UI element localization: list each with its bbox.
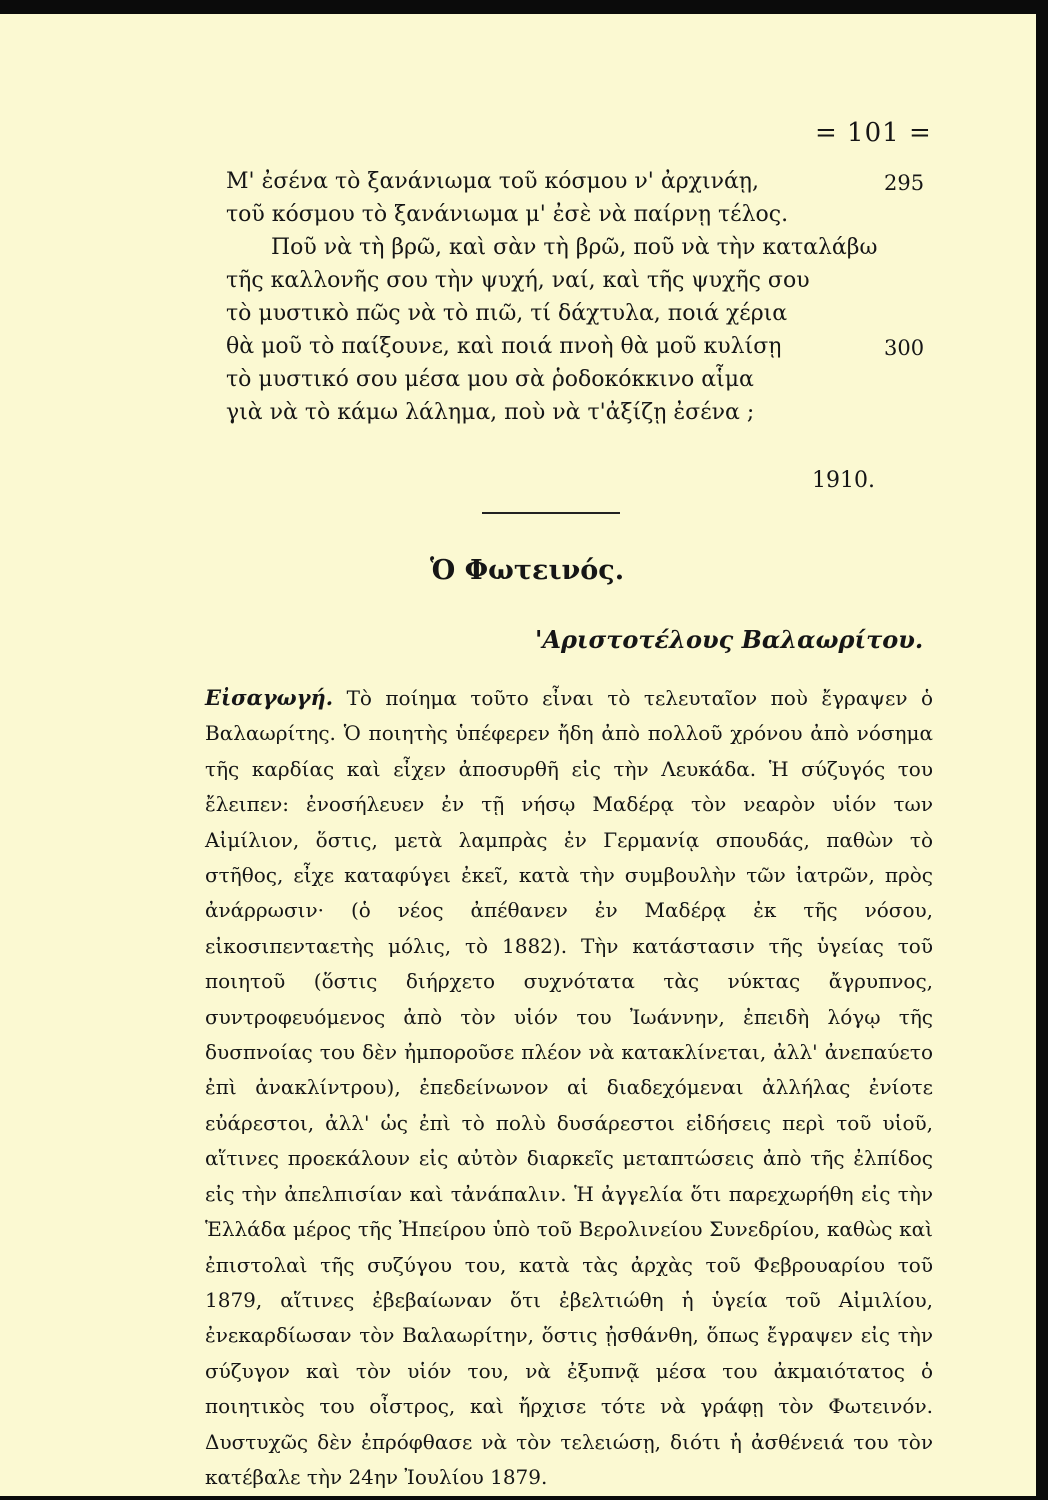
poem-line-text: τοῦ κόσμου τὸ ξανάνιωμα μ' ἐσὲ νὰ παίρνῃ τέλος. bbox=[226, 202, 789, 227]
poem-line bbox=[226, 264, 926, 297]
poem-line-text: Ποῦ νὰ τὴ βρῶ, καὶ σὰν τὴ βρῶ, ποῦ νὰ τὴν καταλάβω bbox=[271, 235, 878, 260]
poem-line bbox=[226, 363, 926, 396]
poem-line bbox=[226, 165, 926, 198]
poem-line bbox=[226, 198, 926, 231]
poem-line-text: τὸ μυστικὸ πῶς νὰ τὸ πιῶ, τί δάχτυλα, ποιά χέρια bbox=[226, 301, 788, 326]
poem-line-text: Μ' ἐσένα τὸ ξανάνιωμα τοῦ κόσμου ν' ἀρχινάῃ, bbox=[226, 169, 759, 194]
scan-right-border bbox=[1036, 0, 1048, 1500]
poem-line-text: γιὰ νὰ τὸ κάμω λάλημα, ποὺ νὰ τ'ἀξίζῃ ἐσένα ; bbox=[226, 400, 755, 425]
page-number: = 101 = bbox=[815, 118, 932, 148]
poem-line-text: τῆς καλλονῆς σου τὴν ψυχή, ναί, καὶ τῆς ψυχῆς σου bbox=[226, 268, 810, 293]
poem-block bbox=[226, 165, 926, 429]
section-author: 'Αριστοτέλους Βαλαωρίτου. bbox=[535, 625, 924, 654]
introduction-label: Εἰσαγωγή. bbox=[205, 685, 334, 710]
poem-line bbox=[226, 330, 926, 363]
poem-line bbox=[226, 396, 926, 429]
scan-top-border bbox=[0, 0, 1048, 14]
section-title: Ὁ Φωτεινός. bbox=[430, 555, 625, 586]
introduction-paragraph bbox=[205, 680, 933, 1495]
introduction-text: Τὸ ποίημα τοῦτο εἶναι τὸ τελευταῖον ποὺ ἔγραψεν ὁ Βαλαωρίτης. Ὁ ποιητὴς ὑπέφερεν ἤδη ἀπὸ πολλοῦ χρόνου ἀπὸ νόσημα τῆς καρδίας καὶ εἶχεν ἀποσυρθῆ εἰς τὴν Λευκάδα. Ἡ σύζυγός του ἔλειπεν: ἐνοσήλευεν ἐν τῇ νήσῳ Μαδέρᾳ τὸν νεαρὸν υἱόν των Αἰμίλιον, ὅστις, μετὰ λαμπρὰς ἐν Γερμανίᾳ σπουδάς, παθὼν τὸ στῆθος, εἶχε καταφύγει ἐκεῖ, κατὰ τὴν συμβουλὴν τῶν ἰατρῶν, πρὸς ἀνάρρωσιν· (ὁ νέος ἀπέθανεν ἐν Μαδέρᾳ ἐκ τῆς νόσου, εἰκοσιπενταετὴς μόλις, τὸ 1882). Τὴν κατάστασιν τῆς ὑγείας τοῦ ποιητοῦ (ὅστις διήρχετο συχνότατα τὰς νύκτας ἄγρυπνος, συντροφευόμενος ἀπὸ τὸν υἱόν του Ἰωάννην, ἐπειδὴ λόγῳ τῆς δυσπνοίας του δὲν ἠμποροῦσε πλέον νὰ κατακλίνεται, ἀλλ' ἀνεπαύετο ἐπὶ ἀνακλίντρου), ἐπεδείνωνον αἱ διαδεχόμεναι ἀλλήλας ἐνίοτε εὐάρεστοι, ἀλλ' ὡς ἐπὶ τὸ πολὺ δυσάρεστοι εἰδήσεις περὶ τοῦ υἱοῦ, αἵτινες προεκάλουν εἰς αὐτὸν διαρκεῖς μεταπτώσεις ἀπὸ τῆς ἐλπίδος εἰς τὴν ἀπελπισίαν καὶ τἀνάπαλιν. Ἡ ἀγγελία ὅτι παρεχωρήθη εἰς τὴν Ἑλλάδα μέρος τῆς Ἠπείρου ὑπὸ τοῦ Βερολινείου Συνεδρίου, καθὼς καὶ ἐπιστολαὶ τῆς συζύγου του, κατὰ τὰς ἀρχὰς τοῦ Φεβρουαρίου τοῦ 1879, αἵτινες ἐβεβαίωναν ὅτι ἐβελτιώθη ἡ ὑγεία τοῦ Αἰμιλίου, ἐνεκαρδίωσαν τὸν Βαλαωρίτην, ὅστις ᾐσθάνθη, ὅπως ἔγραψεν εἰς τὴν σύζυγον καὶ τὸν υἱόν του, νὰ ἐξυπνᾷ μέσα του ἀκμαιότατος ὁ ποιητικὸς του οἶστρος, καὶ ἤρχισε τότε νὰ γράφῃ τὸν Φωτεινόν. Δυστυχῶς δὲν ἐπρόφθασε νὰ τὸν τελειώσῃ, διότι ἡ ἀσθένειά του τὸν κατέβαλε τὴν 24ην Ἰουλίου 1879. bbox=[205, 686, 933, 1489]
poem-line-text: θὰ μοῦ τὸ παίξουνε, καὶ ποιά πνοὴ θὰ μοῦ κυλίσῃ bbox=[226, 334, 782, 359]
poem-line bbox=[226, 297, 926, 330]
line-number: 300 bbox=[884, 336, 925, 360]
scan-bottom-border bbox=[0, 1496, 1048, 1500]
poem-year: 1910. bbox=[812, 468, 875, 493]
poem-line bbox=[226, 231, 926, 264]
line-number: 295 bbox=[884, 171, 925, 195]
section-divider bbox=[482, 512, 620, 514]
poem-line-text: τὸ μυστικό σου μέσα μου σὰ ῥοδοκόκκινο αἷμα bbox=[226, 367, 754, 392]
